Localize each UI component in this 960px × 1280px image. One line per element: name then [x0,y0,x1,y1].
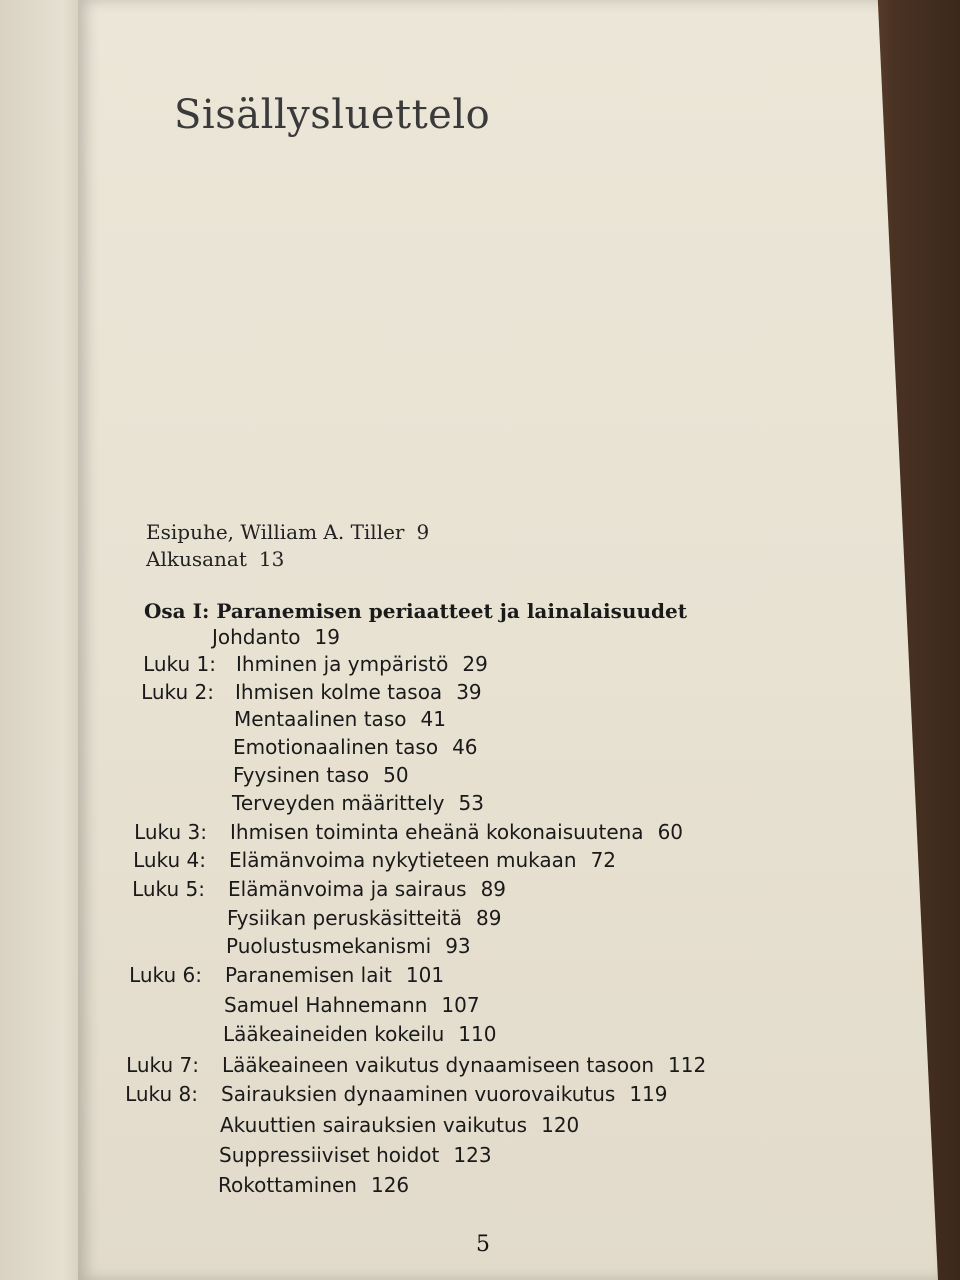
toc-entry-title: Sairauksien dynaaminen vuorovaikutus [221,1082,616,1106]
toc-chapter-label: Luku 3: [134,820,207,844]
toc-entry-page: 93 [445,934,471,958]
toc-front-title: Esipuhe, William A. Tiller [146,520,405,544]
toc-entry [224,993,480,1017]
toc-entry-page: 123 [453,1143,492,1167]
toc-entry-title: Lääkeaineen vaikutus dynaamiseen tasoon [222,1053,655,1077]
toc-entry-title: Akuuttien sairauksien vaikutus [220,1113,528,1137]
toc-entry [212,625,340,649]
toc-entry-page: 50 [383,763,409,787]
toc-entry-page: 107 [441,993,480,1017]
toc-entry-page: 72 [590,848,617,872]
toc-entry-title: Lääkeaineiden kokeilu [223,1022,445,1046]
toc-entry-page: 119 [629,1082,668,1106]
toc-entry [226,934,471,958]
toc-entry-page: 39 [456,680,482,704]
toc-entry-title: Ihminen ja ympäristö [236,652,449,676]
toc-entry-title: Emotionaalinen taso [233,735,439,759]
toc-entry-page: 29 [462,652,488,676]
toc-entry-title: Puolustusmekanismi [226,934,432,958]
toc-front-page: 9 [416,520,430,544]
toc-entry-page: 112 [668,1053,707,1077]
toc-part-label: Osa I: [144,599,210,623]
toc-entry [219,1143,492,1167]
toc-entry [233,763,409,787]
toc-part-heading [144,599,687,623]
toc-entry [230,820,683,844]
toc-entry-title: Mentaalinen taso [234,707,407,731]
page-title: Sisällysluettelo [174,92,491,138]
toc-entry-page: 41 [420,707,446,731]
toc-entry-title: Johdanto [212,625,301,649]
toc-entry-page: 19 [314,625,340,649]
toc-entry [225,963,444,987]
toc-entry-page: 89 [480,877,507,901]
toc-entry-title: Fyysinen taso [233,763,370,787]
toc-entry-title: Ihmisen toiminta eheänä kokonaisuutena [230,820,644,844]
toc-chapter-label: Luku 7: [126,1053,199,1077]
toc-entry [221,1082,668,1106]
toc-part-title: Paranemisen periaatteet ja lainalaisuudet [216,599,687,623]
toc-entry-title: Elämänvoima ja sairaus [228,877,467,901]
toc-entry-page: 46 [452,735,478,759]
toc-entry [222,1053,706,1077]
toc-entry-title: Paranemisen lait [225,963,392,987]
toc-entry-page: 89 [475,906,502,930]
toc-chapter-label: Luku 8: [125,1082,198,1106]
toc-entry-page: 120 [541,1113,580,1137]
toc-entry [229,848,616,872]
toc-chapter-label: Luku 1: [143,652,216,676]
toc-entry [236,652,488,676]
toc-chapter-label: Luku 6: [129,963,202,987]
toc-entry [220,1113,579,1137]
page-number: 5 [476,1232,490,1257]
toc-entry [227,906,501,930]
toc-entry [218,1173,409,1197]
toc-entry [223,1022,496,1046]
toc-entry-page: 126 [370,1173,410,1197]
toc-front-item [146,520,429,544]
toc-front-item [146,547,284,571]
toc-entry-title: Ihmisen kolme tasoa [235,680,443,704]
toc-chapter-label: Luku 4: [133,848,206,872]
toc-front-page: 13 [258,547,285,571]
toc-entry-page: 60 [657,820,684,844]
toc-front-title: Alkusanat [146,547,247,571]
toc-entry [232,791,484,815]
toc-entry-title: Samuel Hahnemann [224,993,428,1017]
toc-entry-title: Elämänvoima nykytieteen mukaan [229,848,577,872]
toc-entry [233,735,478,759]
toc-entry-page: 101 [405,963,445,987]
toc-chapter-label: Luku 2: [141,680,214,704]
toc-entry [228,877,506,901]
toc-entry [235,680,482,704]
toc-entry-title: Suppressiiviset hoidot [219,1143,440,1167]
toc-entry-title: Terveyden määrittely [232,791,445,815]
toc-entry-page: 110 [458,1022,497,1046]
toc-entry-title: Rokottaminen [218,1173,357,1197]
toc-entry [234,707,446,731]
toc-entry-title: Fysiikan peruskäsitteitä [227,906,462,930]
toc-chapter-label: Luku 5: [132,877,205,901]
toc-entry-page: 53 [458,791,484,815]
